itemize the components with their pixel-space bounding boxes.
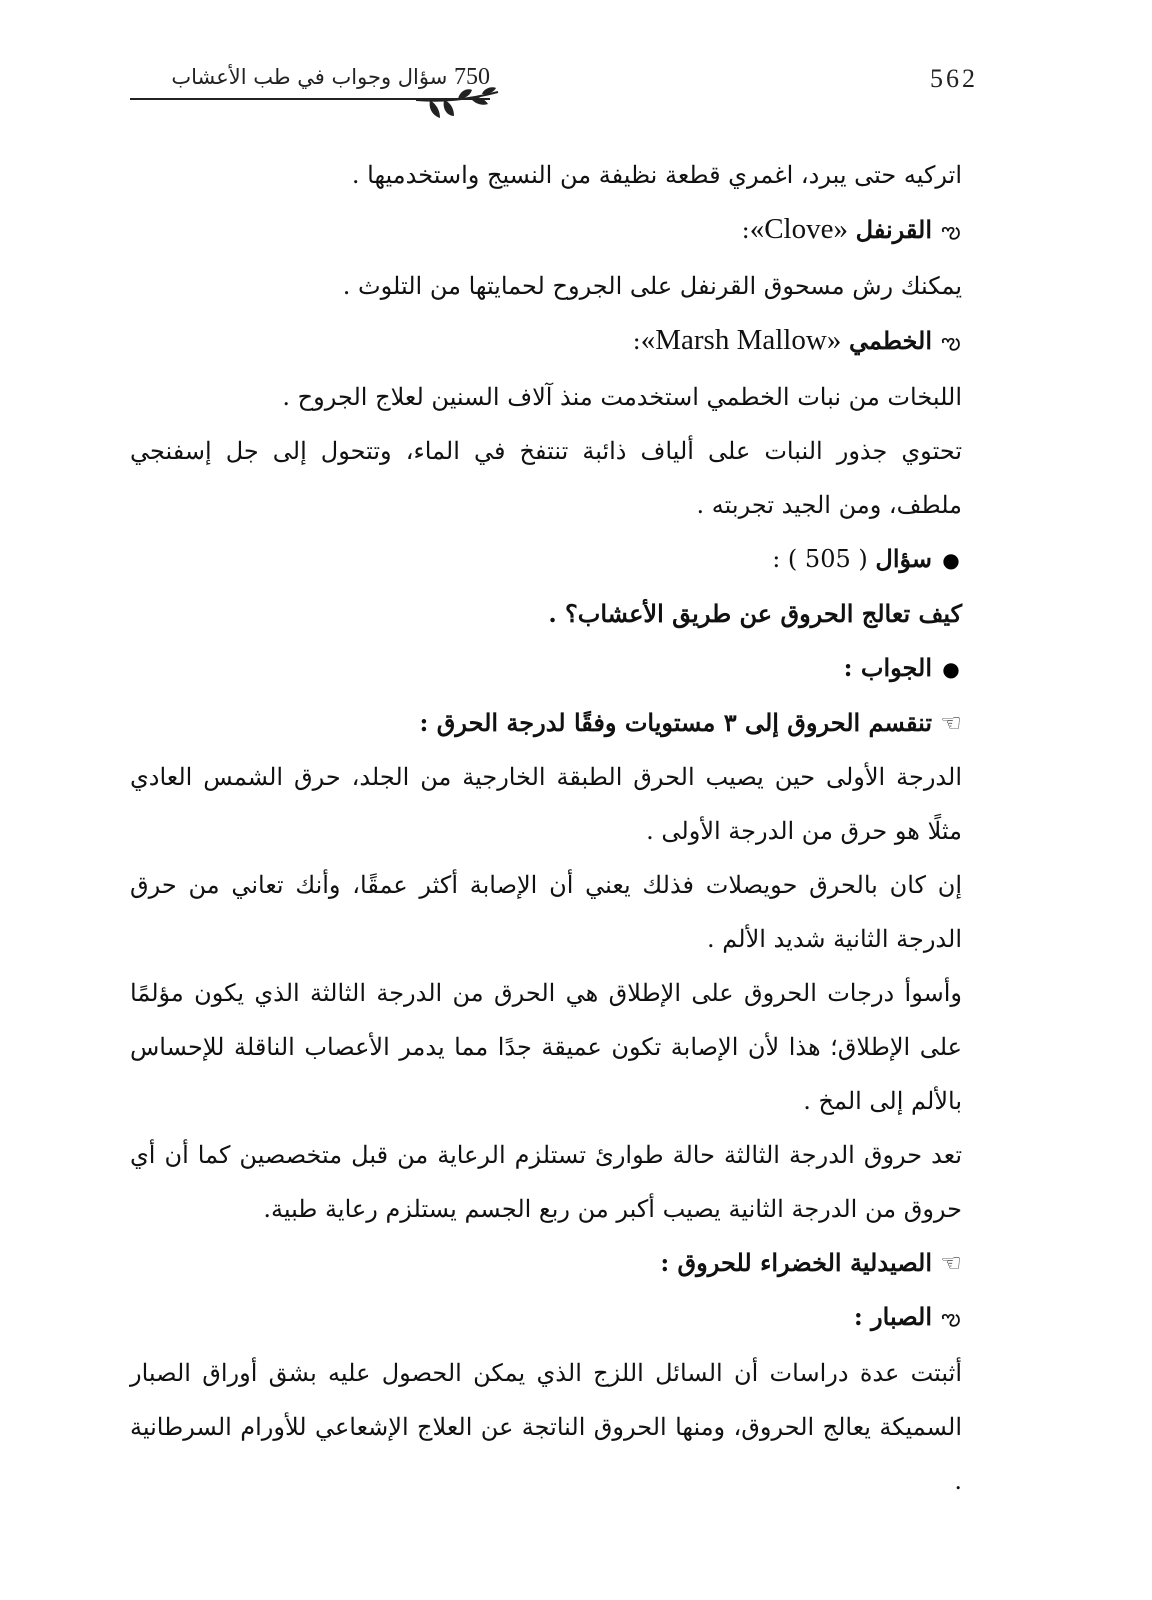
paragraph-emergency: تعد حروق الدرجة الثالثة حالة طوارئ تستلزم الرعاية من قبل متخصصين كما أن أي حروق من الدرجة الثانية يصيب أكبر من ربع الجسم يستلزم رعاية طبية.	[130, 1141, 962, 1223]
paragraph-marsh-roots: تحتوي جذور النبات على ألياف ذائبة تنتفخ في الماء، وتتحول إلى جل إسفنجي ملطف، ومن الجيد تجربته .	[130, 437, 962, 519]
section-heading-green-pharmacy-text: الصيدلية الخضراء للحروق :	[660, 1248, 932, 1277]
heading-aloe	[130, 1290, 1006, 1346]
paragraph-third-degree: وأسوأ درجات الحروق على الإطلاق هي الحرق من الدرجة الثالثة الذي يكون مؤلمًا على الإطلاق؛ هذا لأن الإصابة تكون عميقة جدًا مما يدمر الأعصاب الناقلة للإحساس بالألم إلى المخ .	[130, 979, 962, 1115]
apple-icon: ●	[942, 657, 960, 681]
swirl-leaf-icon: ఌ	[941, 1306, 961, 1331]
pointing-hand-icon: ☜	[940, 1249, 962, 1277]
question-label: سؤال	[875, 544, 932, 573]
leaf-branch-icon	[412, 86, 502, 122]
swirl-leaf-icon: ఌ	[941, 330, 961, 355]
paragraph-first-degree: الدرجة الأولى حين يصيب الحرق الطبقة الخارجية من الجلد، حرق الشمس العادي مثلًا هو حرق من الدرجة الأولى .	[130, 763, 962, 845]
heading-clove-arabic: القرنفل	[855, 215, 932, 244]
running-header-number: 750	[454, 64, 490, 90]
heading-marsh-colon: :	[632, 327, 641, 355]
heading-clove	[130, 202, 1006, 259]
heading-clove-colon: :	[741, 216, 750, 244]
pointing-hand-icon: ☜	[940, 709, 962, 737]
heading-marsh-latin: «Marsh Mallow»	[640, 324, 842, 356]
heading-clove-latin: «Clove»	[749, 213, 848, 245]
heading-aloe-text: الصبار :	[853, 1302, 932, 1331]
paragraph-aloe: أثبتت عدة دراسات أن السائل اللزج الذي يمكن الحصول عليه بشق أوراق الصبار السميكة يعالج الحروق، ومنها الحروق الناتجة عن العلاج الإشعاعي للأورام السرطانية .	[130, 1359, 962, 1495]
page-body	[130, 148, 1006, 1508]
paragraph-cooling: اتركيه حتى يبرد، اغمري قطعة نظيفة من النسيج واستخدميها .	[351, 161, 962, 189]
apple-icon: ●	[942, 548, 960, 572]
paragraph-clove: يمكنك رش مسحوق القرنفل على الجروح لحمايتها من التلوث .	[342, 272, 962, 300]
answer-label: الجواب :	[843, 653, 932, 682]
question-heading	[130, 532, 1006, 587]
question-text: كيف تعالج الحروق عن طريق الأعشاب؟ .	[548, 599, 962, 628]
page-number: 562	[930, 64, 978, 93]
section-heading-burn-levels	[130, 696, 1006, 750]
heading-marsh-arabic: الخطمي	[848, 326, 932, 355]
swirl-leaf-icon: ఌ	[941, 219, 961, 244]
section-heading-green-pharmacy	[130, 1236, 1006, 1290]
answer-heading	[130, 641, 1006, 696]
running-header-title: سؤال وجواب في طب الأعشاب	[171, 65, 448, 89]
paragraph-second-degree: إن كان بالحرق حويصلات فذلك يعني أن الإصابة أكثر عمقًا، وأنك تعاني من حرق الدرجة الثانية شديد الألم .	[130, 871, 962, 953]
section-heading-burn-levels-text: تنقسم الحروق إلى ٣ مستويات وفقًا لدرجة الحرق :	[419, 708, 932, 737]
heading-marsh-mallow	[130, 313, 1006, 370]
paragraph-marsh-poultice: اللبخات من نبات الخطمي استخدمت منذ آلاف السنين لعلاج الجروح .	[282, 383, 962, 411]
question-number: ( 505 ) :	[772, 545, 868, 573]
